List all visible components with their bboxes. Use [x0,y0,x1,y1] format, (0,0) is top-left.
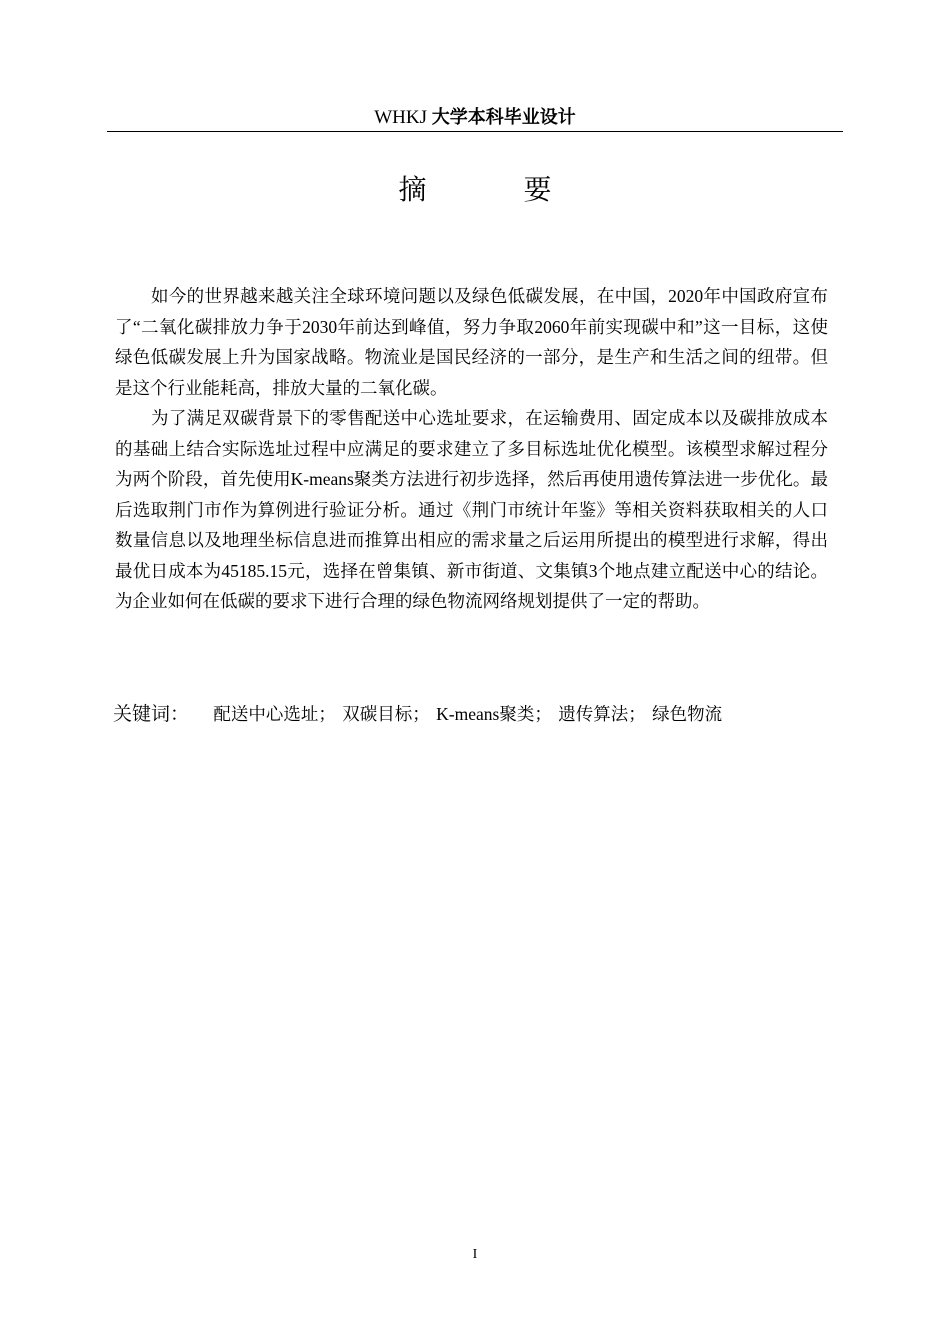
keyword-item: 配送中心选址； [213,704,336,724]
page-number: I [472,1247,478,1262]
keyword-item: K-means聚类； [436,704,552,724]
keyword-item: 遗传算法； [558,704,646,724]
abstract-paragraph: 为了满足双碳背景下的零售配送中心选址要求，在运输费用、固定成本以及碳排放成本的基础上结合实际选址过程中应满足的要求建立了多目标选址优化模型。该模型求解过程分为两个阶段，首先使用K-means聚类方法进行初步选择，然后再使用遗传算法进一步优化。最后选取荆门市作为算例进行验证分析。通过《荆门市统计年鉴》等相关资料获取相关的人口数量信息以及地理坐标信息进而推算出相应的需求量之后运用所提出的模型进行求解，得出最优日成本为45185.15元，选择在曾集镇、新市街道、文集镇3个地点建立配送中心的结论。为企业如何在低碳的要求下进行合理的绿色物流网络规划提供了一定的帮助。 [115,408,828,611]
running-header [0,104,950,132]
abstract-body [115,281,828,617]
keywords-label: 关键词： [113,703,190,725]
abstract-paragraph: 如今的世界越来越关注全球环境问题以及绿色低碳发展，在中国，2020年中国政府宣布了“二氧化碳排放力争于2030年前达到峰值，努力争取2060年前实现碳中和”这一目标，这使绿色低碳发展上升为国家战略。物流业是国民经济的一部分，是生产和生活之间的纽带。但是这个行业能耗高，排放大量的二氧化碳。 [115,286,828,398]
page-title: 摘 要 [398,173,596,206]
keywords-line [113,699,833,729]
header-title: 大学本科毕业设计 [431,107,576,128]
keyword-item: 绿色物流 [652,704,723,724]
header-prefix: WHKJ [374,107,428,128]
header-divider [107,131,843,132]
keyword-item: 双碳目标； [342,704,430,724]
